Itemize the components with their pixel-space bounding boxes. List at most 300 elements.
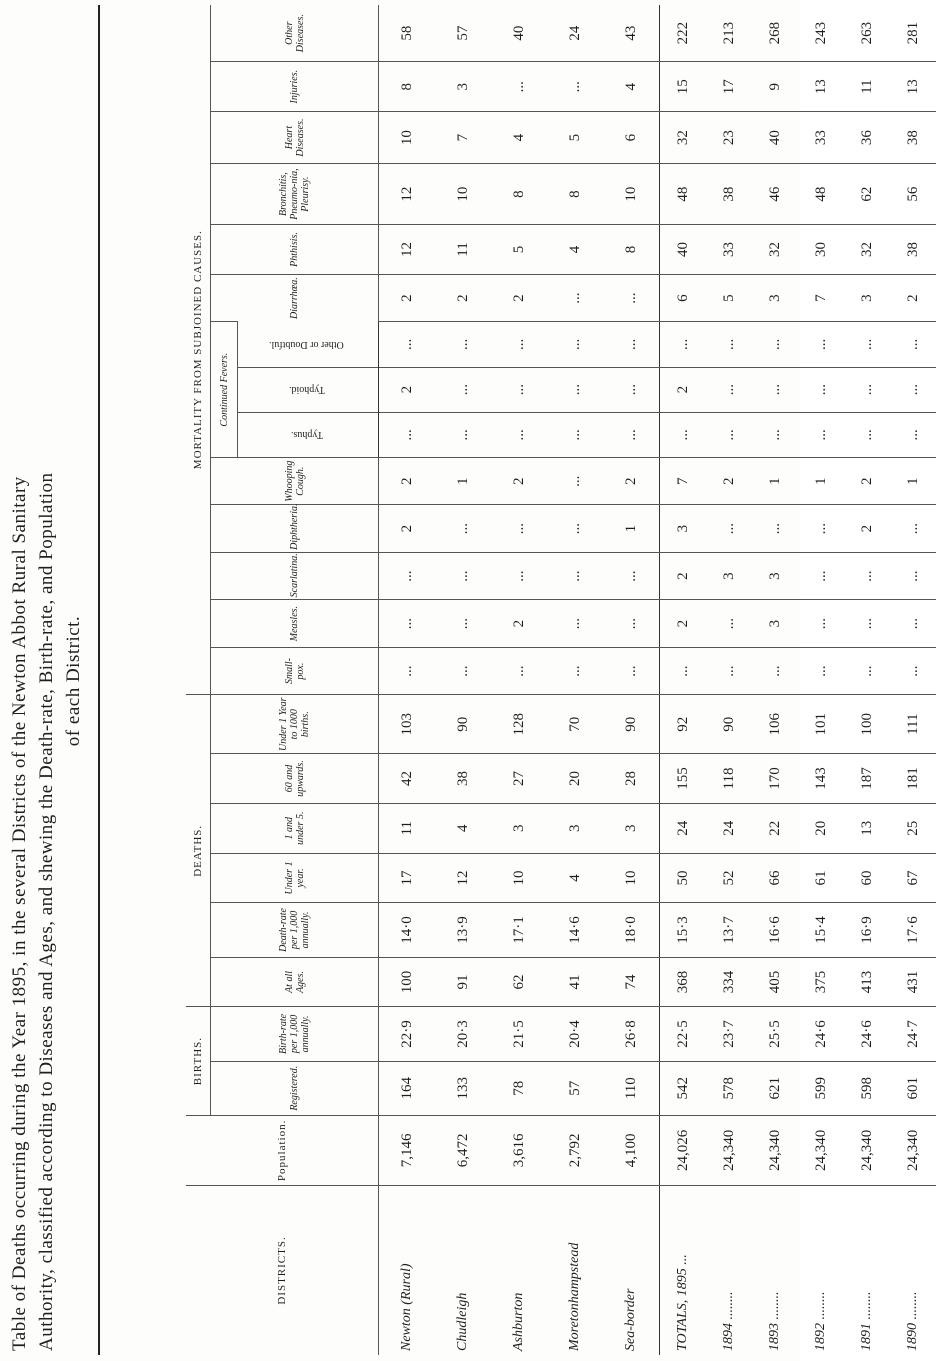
table-row: [603, 5, 660, 1355]
title-line-1: Table of Deaths occurring during the Year 1895, in the several Districts of the Newton Abbot Rural Sanitary: [9, 476, 30, 1351]
cell-ty: ...: [660, 412, 707, 457]
cell-registered: 601: [890, 1061, 936, 1115]
district-name: Sea-border: [603, 1185, 660, 1355]
col-measles: Measles.: [289, 605, 300, 642]
cell-population: 24,340: [752, 1115, 798, 1185]
cell-population: 6,472: [435, 1115, 491, 1185]
cell-inj: 4: [603, 62, 660, 112]
district-name: Newton (Rural): [379, 1185, 436, 1355]
cell-ph: 30: [798, 225, 844, 275]
group-births: BIRTHS.: [186, 1007, 211, 1116]
col-heart: Heart Diseases.: [283, 118, 306, 157]
cell-birth_rate: 24·6: [844, 1007, 890, 1061]
cell-u5: 24: [706, 803, 752, 853]
cell-ty: ...: [844, 412, 890, 457]
cell-s60: 143: [798, 754, 844, 804]
cell-all_ages: 62: [491, 957, 547, 1007]
cell-di: ...: [890, 505, 936, 552]
cell-rate: 17·6: [890, 903, 936, 957]
cell-s60: 187: [844, 754, 890, 804]
cell-oth: 268: [766, 21, 783, 45]
cell-birth_rate: 23·7: [706, 1007, 752, 1061]
col-all-ages: At all Ages.: [283, 970, 306, 993]
cell-registered: 133: [435, 1061, 491, 1115]
cell-da: 3: [752, 274, 798, 321]
table-row: [491, 5, 547, 1355]
cell-population: 2,792: [547, 1115, 603, 1185]
cell-br: 48: [660, 164, 707, 225]
cell-di: 1: [603, 505, 660, 552]
district-name: 1894 ........: [706, 1185, 752, 1355]
cell-ht: 23: [706, 112, 752, 164]
cell-sc: ...: [890, 552, 936, 599]
cell-wc: 2: [603, 457, 660, 504]
table-row: [798, 5, 844, 1355]
cell-s60: 20: [547, 754, 603, 804]
cell-ty: ...: [752, 412, 798, 457]
col-typhoid: Typhoid.: [288, 384, 325, 396]
col-smallpox: Small-pox.: [283, 658, 306, 685]
cell-u5: 22: [752, 803, 798, 853]
cell-da: 2: [435, 274, 491, 321]
col-district: DISTRICTS.: [186, 1185, 379, 1355]
cell-wc: 1: [890, 457, 936, 504]
cell-inj: 17: [706, 62, 752, 112]
cell-sc: ...: [798, 552, 844, 599]
cell-ht: 32: [660, 112, 707, 164]
cell-u5: 11: [379, 803, 436, 853]
cell-birth_rate: 22·5: [660, 1007, 707, 1061]
cell-of: ...: [547, 322, 603, 367]
col-whooping-cough: Whooping Cough.: [283, 460, 306, 502]
cell-rate: 16·9: [844, 903, 890, 957]
cell-population: 24,340: [890, 1115, 936, 1185]
cell-inf: 90: [603, 695, 660, 754]
cell-u5: 3: [603, 803, 660, 853]
cell-of: ...: [660, 322, 707, 367]
cell-sp: ...: [491, 647, 547, 694]
cell-sp: ...: [547, 647, 603, 694]
table-title: [6, 11, 87, 1351]
cell-u1: 61: [798, 853, 844, 903]
district-name: Chudleigh: [435, 1185, 491, 1355]
cell-rate: 15·4: [798, 903, 844, 957]
cell-oth: 57: [454, 25, 471, 41]
cell-sp: ...: [890, 647, 936, 694]
cell-me: 2: [491, 600, 547, 647]
cell-me: ...: [706, 600, 752, 647]
cell-tf: ...: [844, 367, 890, 412]
cell-wc: 1: [752, 457, 798, 504]
col-birth-rate: Birth-rate per 1,000 annually.: [278, 1013, 311, 1054]
cell-ph: 32: [844, 225, 890, 275]
cell-inf: 128: [491, 695, 547, 754]
cell-inf: 90: [706, 695, 752, 754]
cell-sc: 2: [660, 552, 707, 599]
cell-inj: ...: [547, 62, 603, 112]
cell-registered: 598: [844, 1061, 890, 1115]
cell-of: ...: [844, 322, 890, 367]
cell-da: 2: [379, 274, 436, 321]
cell-ht: 38: [890, 112, 936, 164]
cell-tf: ...: [435, 367, 491, 412]
cell-di: ...: [798, 505, 844, 552]
table-row: [435, 5, 491, 1355]
cell-br: 62: [844, 164, 890, 225]
cell-inj: ...: [491, 62, 547, 112]
cell-population: 4,100: [603, 1115, 660, 1185]
cell-all_ages: 91: [435, 957, 491, 1007]
cell-ht: 5: [547, 112, 603, 164]
col-other-fever: Other or Doubtful.: [269, 338, 344, 350]
cell-of: ...: [379, 322, 436, 367]
cell-population: 7,146: [379, 1115, 436, 1185]
cell-ht: 33: [798, 112, 844, 164]
cell-rate: 17·1: [491, 903, 547, 957]
cell-rate: 14·0: [379, 903, 436, 957]
cell-inj: 11: [844, 62, 890, 112]
cell-br: 48: [798, 164, 844, 225]
cell-oth: 58: [398, 25, 415, 41]
cell-br: 8: [491, 164, 547, 225]
cell-all_ages: 41: [547, 957, 603, 1007]
cell-oth: 222: [660, 5, 707, 62]
cell-inf: 103: [379, 695, 436, 754]
col-bronchitis: Bronchitis, Pneumo-nia, Pleurisy.: [278, 168, 311, 220]
col-registered: Registered.: [289, 1065, 300, 1111]
cell-ht: 6: [603, 112, 660, 164]
col-typhus: Typhus.: [290, 429, 323, 441]
cell-registered: 57: [547, 1061, 603, 1115]
cell-u1: 50: [660, 853, 707, 903]
cell-oth: 40: [510, 25, 527, 41]
cell-wc: 7: [660, 457, 707, 504]
cell-sp: ...: [752, 647, 798, 694]
cell-birth_rate: 24·6: [798, 1007, 844, 1061]
cell-s60: 181: [890, 754, 936, 804]
cell-population: 24,340: [844, 1115, 890, 1185]
cell-br: 8: [547, 164, 603, 225]
cell-tf: ...: [890, 367, 936, 412]
cell-s60: 118: [706, 754, 752, 804]
district-name: Ashburton: [491, 1185, 547, 1355]
cell-sc: 3: [706, 552, 752, 599]
cell-registered: 110: [603, 1061, 660, 1115]
cell-me: ...: [603, 600, 660, 647]
cell-wc: 2: [491, 457, 547, 504]
title-line-3: of each District.: [63, 615, 84, 747]
cell-birth_rate: 24·7: [890, 1007, 936, 1061]
cell-sc: ...: [435, 552, 491, 599]
col-other-diseases: Other Diseases.: [283, 14, 306, 53]
cell-da: 2: [491, 274, 547, 321]
cell-me: ...: [844, 600, 890, 647]
cell-sp: ...: [798, 647, 844, 694]
cell-di: ...: [706, 505, 752, 552]
col-death-rate: Death-rate per 1,000 annually.: [278, 908, 311, 952]
cell-all_ages: 375: [798, 957, 844, 1007]
cell-ph: 5: [491, 225, 547, 275]
cell-br: 56: [890, 164, 936, 225]
cell-registered: 78: [491, 1061, 547, 1115]
cell-sc: ...: [844, 552, 890, 599]
col-population: Population.: [276, 1119, 288, 1182]
cell-di: ...: [547, 505, 603, 552]
cell-s60: 155: [660, 754, 707, 804]
cell-di: ...: [491, 505, 547, 552]
cell-ty: ...: [798, 412, 844, 457]
table-row: [379, 5, 436, 1355]
cell-ht: 4: [491, 112, 547, 164]
table-row: [890, 5, 936, 1355]
cell-inf: 101: [798, 695, 844, 754]
cell-oth: 24: [566, 25, 583, 41]
cell-sp: ...: [435, 647, 491, 694]
cell-u1: 60: [844, 853, 890, 903]
cell-u1: 10: [603, 853, 660, 903]
cell-ph: 11: [435, 225, 491, 275]
cell-di: ...: [435, 505, 491, 552]
col-phthisis: Phthisis.: [289, 232, 300, 267]
cell-inj: 3: [435, 62, 491, 112]
cell-ty: ...: [547, 412, 603, 457]
cell-tf: ...: [798, 367, 844, 412]
cell-u1: 12: [435, 853, 491, 903]
cell-inj: 8: [379, 62, 436, 112]
cell-me: ...: [435, 600, 491, 647]
col-injuries: Injuries.: [289, 69, 300, 104]
district-name: 1893 ........: [752, 1185, 798, 1355]
cell-tf: 2: [379, 367, 436, 412]
cell-me: ...: [798, 600, 844, 647]
cell-ty: ...: [890, 412, 936, 457]
cell-s60: 28: [603, 754, 660, 804]
cell-u5: 3: [491, 803, 547, 853]
cell-population: 24,026: [660, 1115, 707, 1185]
cell-s60: 27: [491, 754, 547, 804]
cell-sp: ...: [603, 647, 660, 694]
cell-ph: 32: [752, 225, 798, 275]
cell-registered: 164: [379, 1061, 436, 1115]
cell-registered: 621: [752, 1061, 798, 1115]
cell-me: 2: [660, 600, 707, 647]
district-name: Moretonhampstead: [547, 1185, 603, 1355]
cell-of: ...: [890, 322, 936, 367]
cell-registered: 542: [660, 1061, 707, 1115]
cell-ph: 8: [603, 225, 660, 275]
cell-rate: 13·7: [706, 903, 752, 957]
table-row: [752, 5, 798, 1355]
cell-ph: 40: [660, 225, 707, 275]
cell-br: 10: [435, 164, 491, 225]
mortality-table: [186, 5, 936, 1355]
cell-inj: 13: [890, 62, 936, 112]
cell-ht: 36: [844, 112, 890, 164]
cell-population: 24,340: [706, 1115, 752, 1185]
cell-ht: 40: [752, 112, 798, 164]
cell-ht: 10: [379, 112, 436, 164]
cell-wc: 2: [379, 457, 436, 504]
cell-birth_rate: 20·4: [547, 1007, 603, 1061]
cell-u1: 4: [547, 853, 603, 903]
cell-oth: 281: [904, 21, 921, 45]
cell-inj: 9: [752, 62, 798, 112]
cell-sc: ...: [603, 552, 660, 599]
cell-inf: 70: [547, 695, 603, 754]
cell-all_ages: 100: [379, 957, 436, 1007]
cell-all_ages: 431: [890, 957, 936, 1007]
cell-inj: 13: [798, 62, 844, 112]
cell-ty: ...: [706, 412, 752, 457]
cell-s60: 42: [379, 754, 436, 804]
cell-ph: 33: [706, 225, 752, 275]
cell-wc: ...: [547, 457, 603, 504]
cell-registered: 599: [798, 1061, 844, 1115]
district-name: 1891 ........: [844, 1185, 890, 1355]
cell-da: 3: [844, 274, 890, 321]
cell-da: ...: [547, 274, 603, 321]
cell-all_ages: 368: [660, 957, 707, 1007]
cell-da: 7: [798, 274, 844, 321]
cell-tf: ...: [547, 367, 603, 412]
cell-u1: 52: [706, 853, 752, 903]
table-row: [844, 5, 890, 1355]
col-1-to-5: 1 and under 5.: [283, 811, 306, 845]
cell-di: ...: [752, 505, 798, 552]
cell-oth: 263: [858, 21, 875, 45]
cell-inf: 111: [890, 695, 936, 754]
cell-all_ages: 413: [844, 957, 890, 1007]
cell-sp: ...: [844, 647, 890, 694]
group-deaths: DEATHS.: [186, 695, 211, 1007]
cell-birth_rate: 22·9: [379, 1007, 436, 1061]
cell-sc: ...: [547, 552, 603, 599]
col-scarlatina: Scarlatina.: [289, 553, 300, 598]
cell-ty: ...: [491, 412, 547, 457]
cell-population: 3,616: [491, 1115, 547, 1185]
cell-me: 3: [752, 600, 798, 647]
cell-wc: 2: [706, 457, 752, 504]
district-name: 1892 ........: [798, 1185, 844, 1355]
title-line-2: Authority, classified according to Diseases and Ages, and shewing the Death-rate, Birth-rate, and Population: [36, 472, 57, 1351]
cell-oth: 213: [720, 21, 737, 45]
table-row: [660, 5, 707, 1355]
cell-all_ages: 334: [706, 957, 752, 1007]
cell-wc: 1: [435, 457, 491, 504]
cell-u5: 13: [844, 803, 890, 853]
cell-ty: ...: [379, 412, 436, 457]
cell-inf: 100: [844, 695, 890, 754]
cell-br: 10: [603, 164, 660, 225]
cell-birth_rate: 26·8: [603, 1007, 660, 1061]
cell-s60: 38: [435, 754, 491, 804]
cell-me: ...: [890, 600, 936, 647]
cell-u1: 67: [890, 853, 936, 903]
col-diarrhoea: Diarrhœa.: [289, 277, 300, 319]
cell-inf: 92: [660, 695, 707, 754]
cell-inf: 106: [752, 695, 798, 754]
cell-birth_rate: 21·5: [491, 1007, 547, 1061]
table-row: [706, 5, 752, 1355]
cell-u5: 24: [660, 803, 707, 853]
cell-sp: ...: [379, 647, 436, 694]
cell-all_ages: 74: [603, 957, 660, 1007]
cell-rate: 16·6: [752, 903, 798, 957]
cell-ty: ...: [603, 412, 660, 457]
cell-u5: 25: [890, 803, 936, 853]
col-60-up: 60 and upwards.: [283, 760, 306, 797]
cell-tf: ...: [491, 367, 547, 412]
district-name: TOTALS, 1895 ...: [660, 1185, 707, 1355]
cell-br: 38: [706, 164, 752, 225]
cell-of: ...: [706, 322, 752, 367]
cell-di: 3: [660, 505, 707, 552]
cell-sp: ...: [660, 647, 707, 694]
cell-da: 5: [706, 274, 752, 321]
cell-sc: ...: [379, 552, 436, 599]
cell-ph: 4: [547, 225, 603, 275]
cell-sp: ...: [706, 647, 752, 694]
cell-ht: 7: [435, 112, 491, 164]
cell-rate: 15·3: [660, 903, 707, 957]
cell-tf: ...: [706, 367, 752, 412]
cell-all_ages: 405: [752, 957, 798, 1007]
cell-of: ...: [435, 322, 491, 367]
cell-u5: 20: [798, 803, 844, 853]
cell-sc: ...: [491, 552, 547, 599]
cell-da: 6: [660, 274, 707, 321]
group-fevers: Continued Fevers.: [211, 322, 238, 458]
cell-registered: 578: [706, 1061, 752, 1115]
cell-me: ...: [547, 600, 603, 647]
cell-sc: 3: [752, 552, 798, 599]
col-infant-rate: Under 1 Year to 1000 births.: [278, 697, 311, 751]
cell-rate: 13·9: [435, 903, 491, 957]
cell-di: 2: [379, 505, 436, 552]
cell-of: ...: [491, 322, 547, 367]
cell-u1: 66: [752, 853, 798, 903]
cell-tf: ...: [752, 367, 798, 412]
cell-u5: 4: [435, 803, 491, 853]
cell-u1: 17: [379, 853, 436, 903]
cell-of: ...: [798, 322, 844, 367]
cell-da: 2: [890, 274, 936, 321]
cell-ty: ...: [435, 412, 491, 457]
cell-birth_rate: 20·3: [435, 1007, 491, 1061]
table-row: [547, 5, 603, 1355]
cell-wc: 2: [844, 457, 890, 504]
cell-u1: 10: [491, 853, 547, 903]
top-rule: [98, 5, 100, 1355]
cell-u5: 3: [547, 803, 603, 853]
cell-ph: 38: [890, 225, 936, 275]
cell-of: ...: [603, 322, 660, 367]
cell-rate: 18·0: [603, 903, 660, 957]
cell-birth_rate: 25·5: [752, 1007, 798, 1061]
cell-tf: 2: [660, 367, 707, 412]
cell-of: ...: [752, 322, 798, 367]
cell-tf: ...: [603, 367, 660, 412]
col-under-1: Under 1 year.: [283, 861, 306, 895]
district-name: 1890 ........: [890, 1185, 936, 1355]
cell-br: 46: [752, 164, 798, 225]
cell-me: ...: [379, 600, 436, 647]
cell-population: 24,340: [798, 1115, 844, 1185]
col-diphtheria: Diphtheria.: [289, 503, 300, 550]
cell-ph: 12: [379, 225, 436, 275]
cell-wc: 1: [798, 457, 844, 504]
cell-inj: 15: [660, 62, 707, 112]
